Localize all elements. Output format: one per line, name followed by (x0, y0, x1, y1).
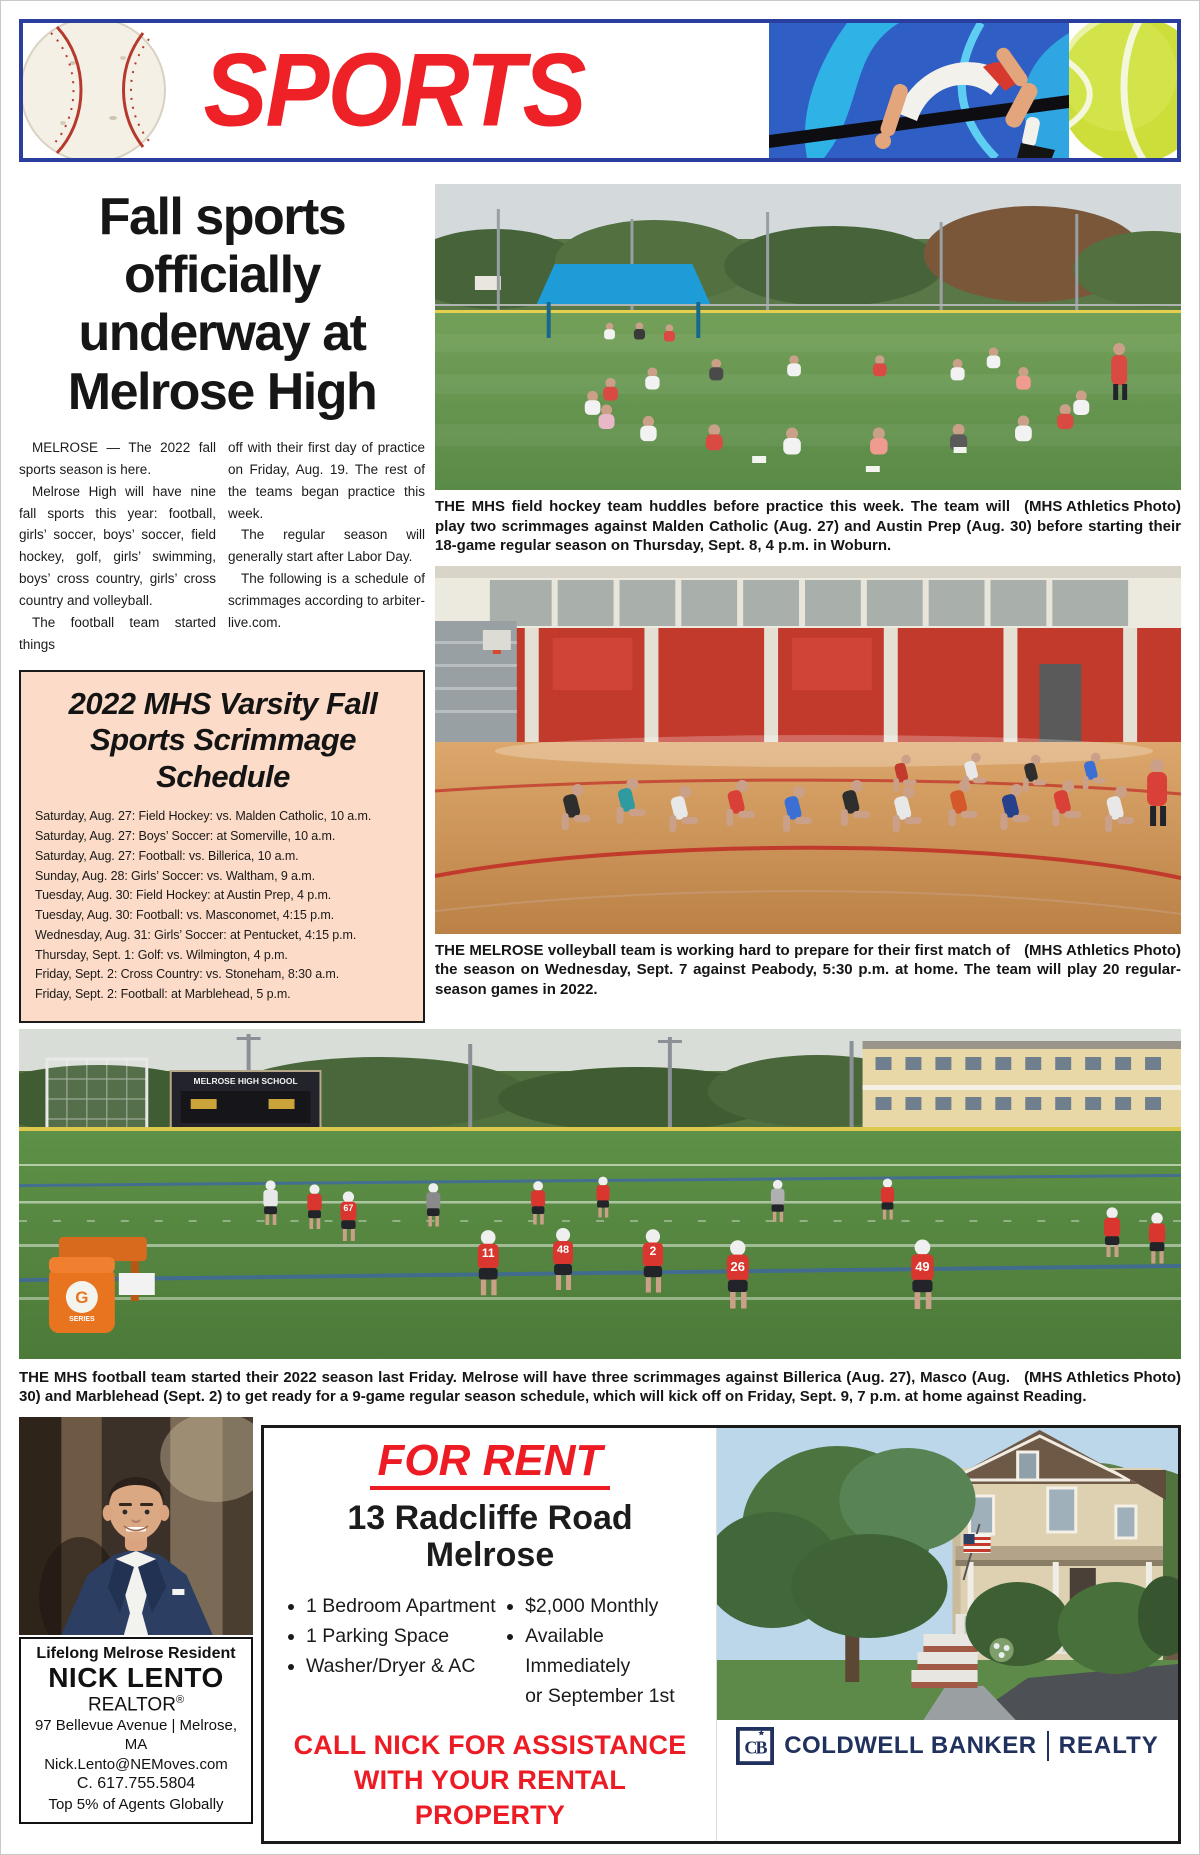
agent-info-box (19, 1637, 253, 1824)
tennis-ball-image (1069, 23, 1177, 158)
schedule-item: Sunday, Aug. 28: Girls’ Soccer: vs. Waltham, 9 a.m. (35, 868, 315, 883)
article-body-column-1 (19, 437, 216, 656)
agent-tagline: Lifelong Melrose Resident (36, 1644, 236, 1662)
cta-line2: WITH YOUR RENTAL PROPERTY (353, 1764, 627, 1830)
brokerage-name: COLDWELL BANKER (784, 1731, 1037, 1759)
schedule-item: Tuesday, Aug. 30: Football: vs. Masconomet, 4:15 p.m. (35, 908, 335, 923)
photo-column (435, 184, 1181, 1023)
feature-item: or September 1st (525, 1685, 675, 1708)
schedule-item: Saturday, Aug. 27: Field Hockey: vs. Malden Catholic, 10 a.m. (35, 809, 372, 824)
feature-item: • Washer/Dryer & AC (306, 1651, 497, 1681)
schedule-title-line: 2022 MHS Varsity Fall (68, 685, 378, 721)
main-content (19, 184, 1181, 1023)
paragraph: Melrose High will have nine fall sports this year: football, girls’ soccer, boys’ soccer, field hockey, golf, girls’ swimming, boys’ cross country, girls’ cross country and volleyball. (19, 483, 216, 608)
article-body-column-2 (228, 437, 425, 656)
listing-address (278, 1500, 702, 1575)
agent-photo (19, 1417, 253, 1635)
jersey-number: 2 (649, 1243, 657, 1258)
schedule-item: Tuesday, Aug. 30: Field Hockey: at Austin Prep, 4 p.m. (35, 888, 332, 903)
listing-address-line1: 13 Radcliffe Road (347, 1498, 633, 1537)
paragraph: MELROSE — The 2022 fall sports season is here. (19, 439, 216, 477)
feature-list-left (278, 1591, 497, 1712)
schedule-item: Friday, Sept. 2: Cross Country: vs. Stoneham, 8:30 a.m. (35, 967, 340, 982)
jersey-number: 49 (915, 1258, 930, 1274)
caption-text: THE MHS football team started their 2022 season last Friday. Melrose will have three scrimmages against Billerica (Aug. 27), Masco (Aug. 30) and Marblehead (Sept. 2) to get ready for a 9-game regular season schedule, which will kick off on Friday, Sept. 9, 7 p.m. at home against Reading. (19, 1368, 1087, 1406)
paragraph: off with their first day of practice on Friday, Aug. 19. The rest of the teams began practice this week. (228, 439, 425, 521)
jersey-number: 48 (556, 1243, 570, 1256)
paragraph: The following is a schedule of scrimmages according to arbiter-live.com. (228, 571, 425, 630)
listing-address-line2: Melrose (425, 1536, 555, 1575)
banner-title: SPORTS (203, 32, 585, 148)
feature-item: • 1 Bedroom Apartment (306, 1591, 497, 1621)
schedule-title (35, 686, 411, 796)
jersey-number: 11 (481, 1245, 495, 1260)
cooler-brand-sub: SERIES (69, 1315, 95, 1323)
brokerage-division: REALTY (1058, 1731, 1159, 1759)
field-hockey-photo (435, 184, 1181, 490)
schedule-list (35, 807, 411, 1005)
sports-banner (19, 19, 1181, 162)
jersey-number: 26 (730, 1258, 745, 1274)
photo-caption-field-hockey (435, 497, 1181, 556)
caption-credit: (MHS Athletics Photo) (1024, 941, 1181, 959)
cooler-brand-letter: G (75, 1287, 89, 1307)
feature-item: • $2,000 Monthly (525, 1591, 702, 1621)
cta-text (278, 1728, 702, 1833)
headline-line: Fall sports (98, 188, 346, 246)
high-jump-illustration (769, 23, 1069, 158)
cb-monogram (736, 1727, 774, 1765)
paragraph: The football team started things (19, 614, 216, 652)
svg-text:CB: CB (744, 1737, 766, 1758)
article-headline (19, 188, 425, 421)
agent-address: 97 Bellevue Avenue | Melrose, MA (34, 1716, 238, 1754)
schedule-item: Saturday, Aug. 27: Boys’ Soccer: at Somerville, 10 a.m. (35, 829, 336, 844)
registered-mark: ® (175, 1693, 185, 1706)
headline-line: underway at (78, 304, 366, 363)
headline-line: Melrose High (67, 362, 377, 421)
agent-title: REALTOR® (87, 1693, 185, 1715)
paragraph: The regular season will generally start after Labor Day. (228, 527, 425, 565)
schedule-item: Thursday, Sept. 1: Golf: vs. Wilmington, 4 p.m. (35, 947, 288, 962)
feature-list-right (497, 1591, 702, 1712)
agent-email: Nick.Lento@NEMoves.com (44, 1755, 228, 1773)
headline-line: officially (124, 246, 320, 305)
caption-credit: (MHS Athletics Photo) (1024, 498, 1181, 515)
for-rent-banner: FOR RENT (370, 1438, 611, 1490)
football-section (19, 1029, 1181, 1407)
schedule-item: Saturday, Aug. 27: Football: vs. Billerica, 10 a.m. (35, 848, 299, 863)
feature-item: • 1 Parking Space (306, 1621, 497, 1651)
photo-caption-volleyball (435, 941, 1181, 1000)
schedule-item: Friday, Sept. 2: Football: at Marblehead, 5 p.m. (35, 987, 291, 1002)
caption-credit: (MHS Athletics Photo) (1024, 1368, 1181, 1386)
agent-accolade: Top 5% of Agents Globally (48, 1796, 224, 1814)
feature-lists (278, 1591, 702, 1712)
banner-spacer (613, 23, 769, 158)
schedule-title-line: Sports Scrimmage Schedule (90, 722, 356, 794)
scoreboard-text: MELROSE HIGH SCHOOL (193, 1075, 298, 1086)
cta-line1: CALL NICK FOR ASSISTANCE (293, 1729, 687, 1760)
football-photo (19, 1029, 1181, 1359)
agent-panel (19, 1417, 253, 1824)
listing-box (261, 1425, 1181, 1844)
coldwell-banker-logo (717, 1720, 1178, 1772)
caption-text: THE MHS field hockey team huddles before practice this week. The team will play two scrimmages against Malden Catholic (Aug. 27) and Austin Prep (Aug. 30) before starting their 18-game regular season on Thursday, Sept. 8, 4 p.m. in Woburn. (435, 498, 1181, 554)
schedule-item: Wednesday, Aug. 31: Girls’ Soccer: at Pentucket, 4:15 p.m. (35, 927, 357, 942)
listing-photo-panel (716, 1428, 1178, 1841)
agent-name: NICK LENTO (48, 1661, 224, 1693)
volleyball-photo (435, 566, 1181, 934)
agent-phone: C. 617.755.5804 (76, 1775, 196, 1793)
house-photo (717, 1428, 1178, 1720)
scrimmage-schedule-box (19, 670, 425, 1023)
article-body (19, 437, 425, 656)
listing-details (264, 1428, 716, 1841)
brokerage-separator (1047, 1731, 1049, 1761)
rental-ad (19, 1417, 1181, 1844)
caption-text: THE MELROSE volleyball team is working hard to prepare for their first match of the season on Wednesday, Sept. 7 against Peabody, 5:30 p.m. at home. The team will play 20 regular-season games in 2022. (435, 941, 1181, 998)
feature-item: • Available Immediately (525, 1621, 702, 1681)
photo-caption-football (19, 1368, 1181, 1407)
article-column (19, 184, 425, 1023)
baseball-image (23, 23, 175, 158)
jersey-number: 67 (343, 1202, 354, 1213)
